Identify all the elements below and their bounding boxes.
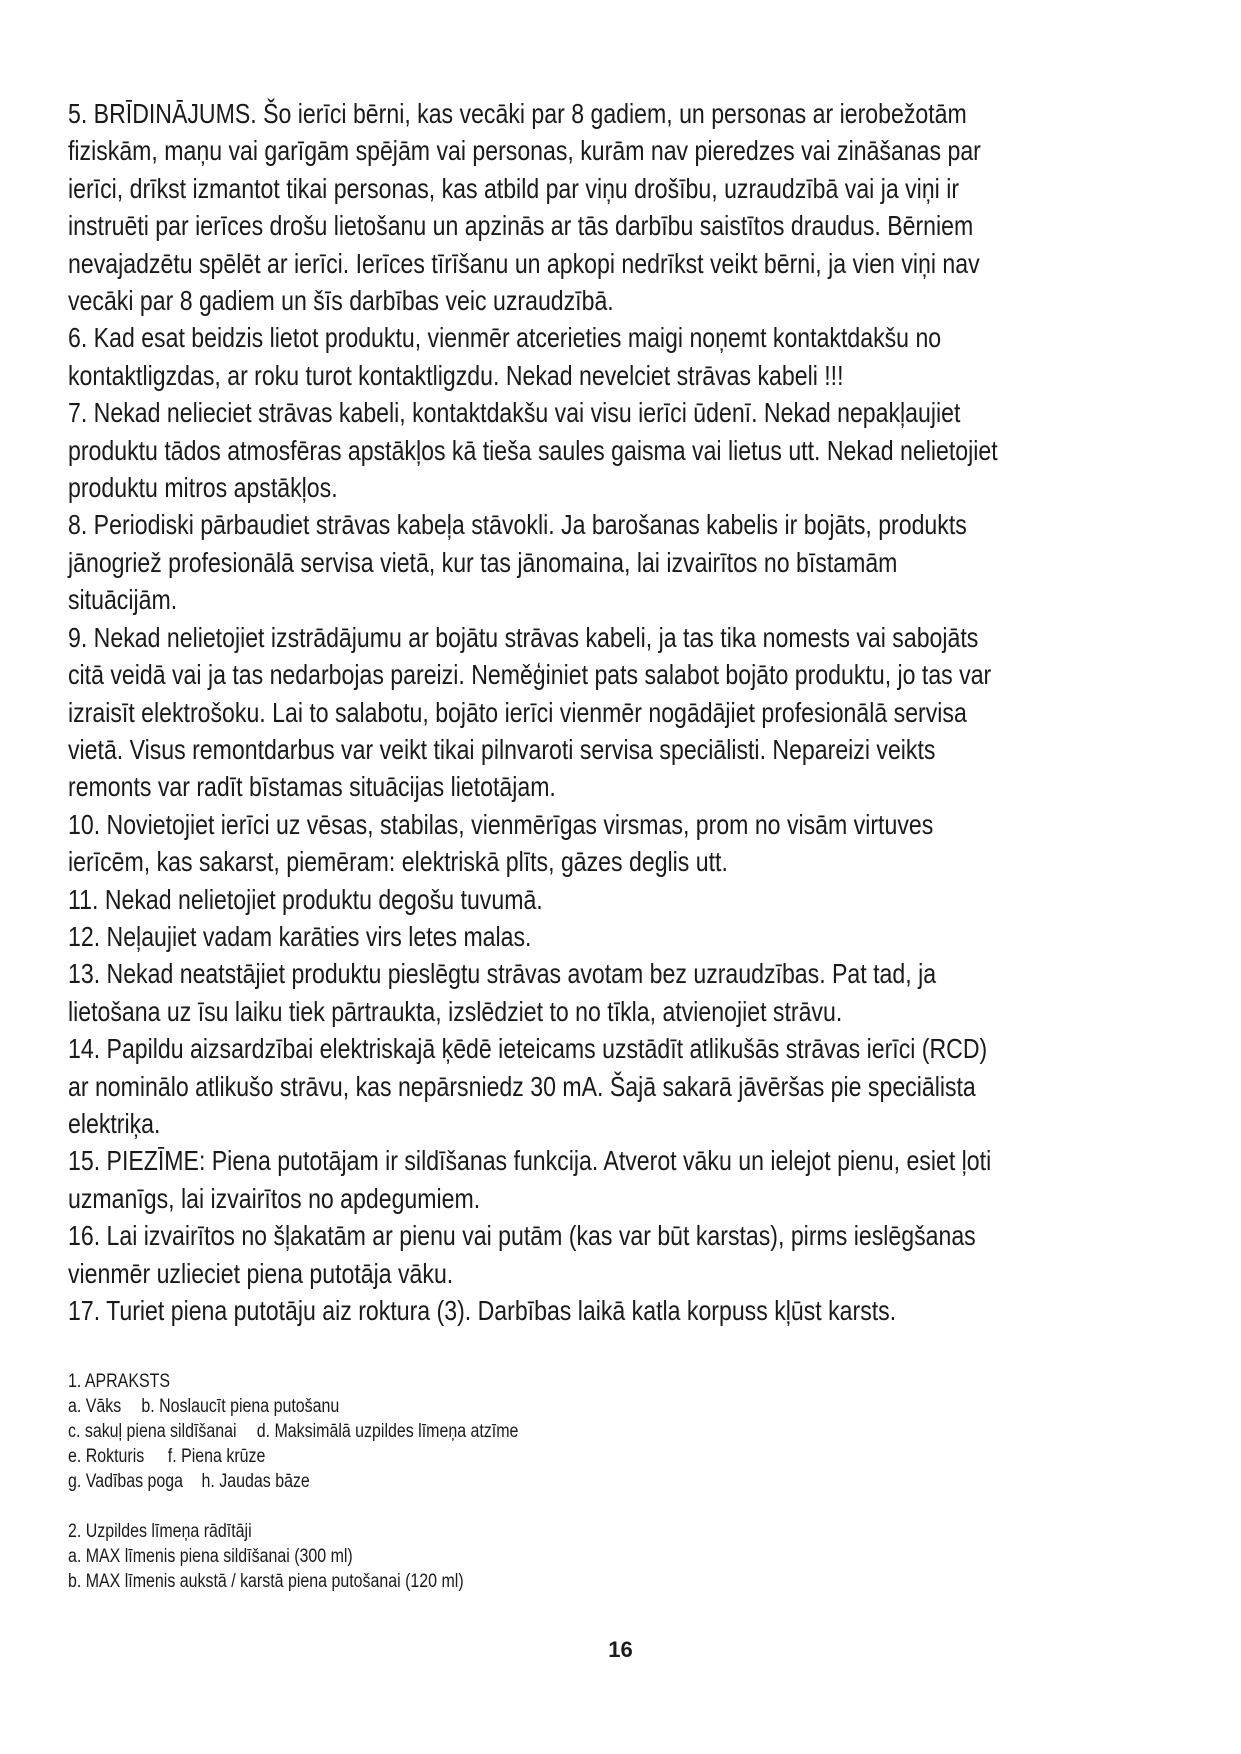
paragraph-8: 8. Periodiski pārbaudiet strāvas kabeļa stāvokli. Ja barošanas kabelis ir bojāts, produkts jānogriež profesionālā servisa vietā, kur tas jānomaina, lai izvairītos no bīstamām situācijām. bbox=[68, 509, 967, 616]
paragraph-6: 6. Kad esat beidzis lietot produktu, vienmēr atcerieties maigi noņemt kontaktdakšu no kontaktligzdas, ar roku turot kontaktligzdu. Nekad nevelciet strāvas kabeli !!! bbox=[68, 322, 942, 391]
paragraph-13: 13. Nekad neatstājiet produktu pieslēgtu strāvas avotam bez uzraudzības. Pat tad, ja lietošana uz īsu laiku tiek pārtraukta, izslēdziet to no tīkla, atvienojiet strāvu. bbox=[68, 958, 937, 1027]
paragraph-15-note: 15. PIEZĪME: Piena putotājam ir sildīšanas funkcija. Atverot vāku un ielejot pienu, esiet ļoti uzmanīgs, lai izvairītos no apdegumiem. bbox=[68, 1145, 992, 1214]
paragraph-11: 11. Nekad nelietojiet produktu degošu tuvumā. bbox=[68, 883, 543, 915]
part-h: h. Jaudas bāze bbox=[201, 1471, 310, 1492]
paragraph-17: 17. Turiet piena putotāju aiz roktura (3). Darbības laikā katla korpuss kļūst karsts. bbox=[68, 1295, 897, 1326]
description-row-ab bbox=[68, 1394, 656, 1419]
part-c: c. sakuļ piena sildīšanai bbox=[68, 1421, 237, 1442]
parts-description bbox=[68, 1369, 656, 1594]
part-g: g. Vadības poga bbox=[68, 1471, 184, 1492]
part-e: e. Rokturis bbox=[68, 1446, 145, 1467]
paragraph-10: 10. Novietojiet ierīci uz vēsas, stabilas, vienmērīgas virsmas, prom no visām virtuves ierīcēm, kas sakarst, piemēram: elektriskā plīts, gāzes deglis utt. bbox=[68, 808, 934, 878]
safety-instructions bbox=[68, 95, 1000, 1329]
part-f: f. Piena krūze bbox=[167, 1446, 266, 1467]
description-row-ef bbox=[68, 1444, 656, 1469]
fill-level-a: a. MAX līmenis piena sildīšanai (300 ml) bbox=[68, 1546, 353, 1567]
page-number: 16 bbox=[608, 1637, 633, 1662]
fill-levels-heading: 2. Uzpildes līmeņa rādītāji bbox=[68, 1521, 252, 1542]
paragraph-14: 14. Papildu aizsardzībai elektriskajā ķēdē ieteicams uzstādīt atlikušās strāvas ierīci (RCD) ar nominālo atlikušo strāvu, kas nepārsniedz 30 mA. Šajā sakarā jāvēršas pie speciālista elektriķa. bbox=[68, 1033, 988, 1139]
description-row-cd bbox=[68, 1419, 656, 1444]
paragraph-9: 9. Nekad nelietojiet izstrādājumu ar bojātu strāvas kabeli, ja tas tika nomests vai sabojāts citā veidā vai ja tas nedarbojas pareizi. Neměģiniet pats salabot bojāto produktu, jo tas var izraisīt elektrošoku. Lai to salabotu, bojāto ierīci vienmēr nogādājiet profesionālā servisa vietā. Visus remontdarbus var veikt tikai pilnvaroti servisa speciālisti. Nepareizi veikts remonts var radīt bīstamas situācijas lietotājam. bbox=[68, 621, 992, 803]
part-d: d. Maksimālā uzpildes līmeņa atzīme bbox=[256, 1421, 519, 1442]
description-row-gh bbox=[68, 1469, 656, 1494]
fill-level-b: b. MAX līmenis aukstā / karstā piena putošanai (120 ml) bbox=[68, 1571, 464, 1592]
paragraph-12: 12. Neļaujiet vadam karāties virs letes malas. bbox=[68, 920, 532, 952]
paragraph-16: 16. Lai izvairītos no šļakatām ar pienu vai putām (kas var būt karstas), pirms ieslēgšanas vienmēr uzlieciet piena putotāja vāku. bbox=[68, 1220, 976, 1289]
part-a: a. Vāks bbox=[68, 1396, 122, 1417]
description-heading: 1. APRAKSTS bbox=[68, 1371, 171, 1392]
paragraph-warning-5: 5. BRĪDINĀJUMS. Šo ierīci bērni, kas vecāki par 8 gadiem, un personas ar ierobežotām fiziskām, maņu vai garīgām spējām vai personas, kurām nav pieredzes vai zināšanas par ierīci, drīkst izmantot tikai personas, kas atbild par viņu drošību, uzraudzībā vai ja viņi ir instruēti par ierīces drošu lietošanu un apzinās ar tās darbību saistītos draudus. Bērniem nevajadzētu spēlēt ar ierīci. Ierīces tīrīšanu un apkopi nedrīkst veikt bērni, ja vien viņi nav vecāki par 8 gadiem un šīs darbības veic uzraudzībā. bbox=[68, 98, 981, 317]
part-b: b. Noslaucīt piena putošanu bbox=[141, 1396, 340, 1417]
paragraph-7: 7. Nekad nelieciet strāvas kabeli, kontaktdakšu vai visu ierīci ūdenī. Nekad nepakļaujiet produktu tādos atmosfēras apstākļos kā tieša saules gaisma vai lietus utt. Nekad nelietojiet produktu mitros apstākļos. bbox=[68, 397, 998, 504]
